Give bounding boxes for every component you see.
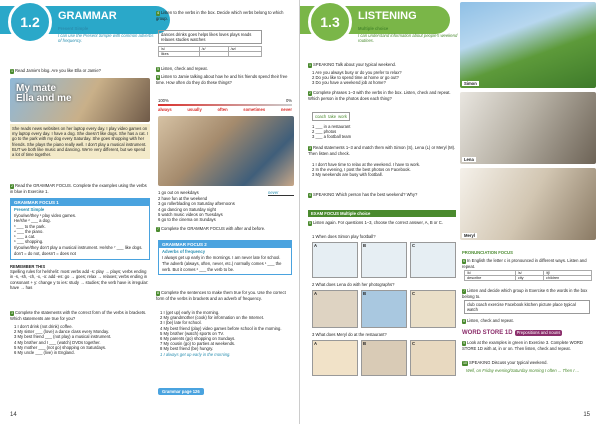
option-c-picture[interactable]: C	[410, 340, 456, 376]
lesson-badge: 1.3	[308, 0, 352, 44]
gf2-title: GRAMMAR FOCUS 2	[159, 241, 291, 248]
meryl-photo	[460, 168, 596, 240]
q1-options	[312, 242, 456, 278]
exercise-2: 2 Complete phrases 1–3 with the verbs in the box. Listen, check and repeat. Which person in the photos does each thing?	[308, 90, 451, 102]
blog-text: She reads news websites on her laptop every day. I play video games on my laptop every day. I have a dog. She doesn't like dogs. She has a cat. I go to the park with my dog every Saturday. She goes shopping with her friends. She plays the piano really well. I don't play a musical instrument. BUT we both like music and dancing. We're very different, but we spend a lot of time together.	[10, 124, 150, 159]
simon-photo	[460, 2, 596, 88]
exercise-7: 7 Complete the GRAMMAR FOCUS with after and before.	[157, 226, 266, 231]
blog-title-2: Ella and me	[16, 93, 72, 104]
q2-options	[312, 290, 456, 328]
exercise-6: 6 In English the letter c is pronounced in different ways. Listen and repeat.	[462, 258, 587, 270]
ex1-item: 2 Do you like to spend time at home or go out?	[312, 75, 399, 81]
lesson-objective: I can understand information about people's weekend routines.	[358, 33, 458, 44]
gf1-title: GRAMMAR FOCUS 1	[11, 199, 149, 206]
pron-cell: children	[543, 276, 591, 281]
pron-cell: city	[515, 276, 543, 281]
gf1-row: ⁴ ___ the piano.	[14, 228, 44, 234]
pronunciation-table	[464, 270, 592, 281]
ex8-item: 4 My best friend (play) video games before school in the morning.	[160, 325, 282, 331]
ex1-item: 1 Are you always busy or do you prefer to relax?	[312, 70, 402, 75]
word-store-header	[462, 330, 596, 336]
ex8-item: 6 My parents (go) shopping on Sundays.	[160, 336, 236, 342]
exercise-8-items	[160, 310, 294, 357]
exercise-2: 2 Read the GRAMMAR FOCUS. Complete the examples using the verbs in blue in Exercise 1.	[10, 183, 147, 195]
exercise-4: 4 SPEAKING Which person has the best weekend? Why?	[309, 192, 418, 197]
pron-head: /s/	[515, 271, 543, 276]
ex7-word-box: club coach exercise Facebook kitchen picture place typical watch	[464, 300, 590, 314]
gf1-row: ⁵ ___ a cat.	[14, 234, 36, 240]
scale-end: 0%	[285, 98, 292, 103]
q3-options	[312, 340, 456, 376]
ex2-item: 3 ___ a football team	[312, 134, 352, 140]
page-number-left: 14	[10, 412, 17, 418]
verb-word: work	[338, 114, 347, 119]
gf1-subtitle: Present Simple	[14, 207, 45, 212]
gf1-row: ³ ___ to the park.	[14, 223, 46, 229]
exercise-8: 8 Complete the sentences to make them true for you. Use the correct form of the verbs in brackets and an adverb of frequency.	[156, 290, 286, 302]
ex3-item: 2 In the evening, I post the best photos on Facebook.	[312, 167, 411, 173]
lena-photo	[460, 92, 596, 164]
verb-box: dances drinks goes helps likes loves plays reads relaxes studies watches	[158, 30, 262, 44]
page-number-right: 15	[583, 412, 590, 418]
photo-label-lena: Lena	[464, 156, 474, 162]
exercise-7: 7 Listen and decide which group in Exercise 6 the words in the box belong to.	[462, 288, 588, 300]
ex3-item: 1 I don't drink (not drink) coffee.	[14, 324, 73, 329]
verb-word: coach	[315, 114, 327, 119]
option-b-picture[interactable]: B	[361, 340, 407, 376]
gf2-text-1: I always get up early in the mornings. I am never late for school.	[162, 255, 281, 261]
ex6-item: 2 have fun at the weekend	[158, 196, 208, 202]
exercise-1: 1 SPEAKING Talk about your typical weekend.	[309, 62, 397, 67]
lesson-subtitle: Multiple choice	[358, 26, 389, 31]
question-2: 2 What does Lena do with her photographs?	[312, 282, 395, 287]
ex6-item: 6 go to the cinema on Sundays	[158, 217, 216, 223]
option-a-picture[interactable]: A	[312, 340, 358, 376]
ex6-item: 5 watch music videos on Tuesdays	[158, 211, 223, 217]
pron-cell: describe	[465, 276, 516, 281]
ex2-item: 2 ___ photos	[312, 129, 337, 135]
ex1-item: 3 Do you have a weekend job at home?	[312, 80, 386, 86]
option-a-picture[interactable]: A	[312, 290, 358, 328]
freq-word: always	[158, 107, 172, 113]
exercise-2-items	[312, 124, 456, 140]
exercise-5: 5 Listen, check and repeat.	[157, 66, 208, 71]
blog-title-1: My mate	[16, 83, 57, 94]
freq-word: never	[280, 107, 292, 113]
right-page	[300, 0, 600, 424]
option-c-picture[interactable]: C	[410, 290, 456, 328]
exercise-1-items	[312, 70, 456, 86]
exercise-3-items	[14, 324, 150, 355]
ex2-item: 1 ___ in a restaurant	[312, 124, 351, 129]
exercise-4: 4 Listen to the verbs in the box. Decide which verbs belong to which group.	[156, 10, 284, 22]
exercise-3-items	[312, 162, 456, 178]
option-a-picture[interactable]: A	[312, 242, 358, 278]
ex3-item: 1 I don't have time to relax at the weekend. I have to work.	[312, 162, 421, 167]
phon-head: /s/	[159, 47, 200, 52]
ex8-item: 1 I (get up) early in the morning.	[160, 310, 220, 315]
gf1-row: ⁶ ___ shopping.	[14, 239, 44, 245]
pron-head: /tʃ/	[543, 271, 591, 276]
exercise-3: 3 Read statements 1–3 and match them with Simon (S), Lena (L) or Meryl (M). Then listen and check.	[308, 145, 456, 157]
ex3-item: 5 My mother ___ (not go) shopping on Saturdays.	[14, 344, 107, 350]
ex6-item: 1 go out on weekdays	[158, 190, 199, 195]
remember-title: REMEMBER THIS	[10, 264, 46, 269]
option-c-picture[interactable]: C	[410, 242, 456, 278]
photo-label-simon: Simon	[464, 80, 477, 86]
ex3-item: 3 My best friend ___ (not play) a musical instrument.	[14, 334, 112, 340]
freq-word: usually	[187, 107, 202, 113]
exercise-8: 8 Listen, check and repeat.	[463, 318, 514, 323]
word-store-title: WORD STORE 1D	[462, 330, 513, 336]
phon-head: /z/	[199, 47, 228, 52]
exercise-9: 9 Look at the examples in green in Exercise 3. Complete WORD STORE 1D with at, in or on. Then listen, check and repeat.	[462, 340, 583, 352]
scale-start: 100%	[158, 98, 169, 103]
pron-head: /k/	[465, 271, 516, 276]
lesson-badge: 1.2	[8, 0, 52, 44]
lesson-title: LISTENING	[358, 10, 417, 22]
freq-word: often	[217, 107, 228, 113]
ex10-example: Well, on Friday evening/Saturday morning I often ... Then I ...	[466, 368, 580, 373]
photo-label-meryl: Meryl	[464, 232, 475, 238]
blog-photo	[10, 78, 150, 122]
exercise-6-items	[158, 190, 294, 222]
gf2-subtitle: Adverbs of frequency	[162, 249, 206, 254]
lesson-objective: I can use the Present Simple with common adverbs of frequency.	[58, 33, 154, 44]
remember-box	[10, 264, 150, 290]
ex3-item: 4 My brother and I ___ (watch) DVDs together.	[14, 339, 101, 345]
question-3: 3 What does Meryl do at the restaurant?	[312, 332, 387, 337]
ex8-example: 1 I always get up early in the morning.	[160, 351, 231, 357]
verb-box	[312, 112, 350, 121]
word-store-tag: Prepositions and nouns	[516, 330, 561, 336]
phon-cell: likes	[159, 52, 200, 57]
gf1-row: I/you/we/they ¹ play video games.	[14, 213, 77, 219]
exercise-6: 6 Listen to Jamie talking about how he and his friends spend their free time. How often do they do these things?	[156, 74, 288, 86]
lesson-title: GRAMMAR	[58, 10, 117, 22]
gf1-short-forms: don't = do not, doesn't = does not	[14, 250, 76, 256]
friends-photo	[158, 116, 294, 186]
grammar-focus-1	[10, 198, 150, 260]
ex8-item: 8 My best friend (be) hungry.	[160, 346, 214, 352]
ex3-item: 2 My sister ___ (love) a dance class every Monday.	[14, 329, 110, 335]
gf1-negative: I/you/we/they don't play a musical instrument. He/she ⁷ ___ like dogs.	[14, 245, 143, 251]
gf2-text-2: The adverb (always, often, never, etc.) normally comes ¹ ___ the verb. But it comes ² ___ the verb to be.	[162, 261, 282, 272]
ex8-item: 2 My grandmother (cook) for information on the Internet.	[160, 315, 265, 321]
exercise-5: 5 Listen again. For questions 1–3, choose the correct answer, A, B or C.	[309, 220, 443, 225]
pronunciation-title: PRONUNCIATION FOCUS	[462, 250, 513, 255]
ex6-item: 3 go rollerblading on Saturday afternoons	[158, 201, 235, 207]
ex3-item: 6 My uncle ___ (live) in England.	[14, 350, 75, 356]
lesson-subtitle: Present Simple	[58, 26, 89, 31]
exercise-1: 1 Read Jamie's blog. Are you like Ella or Jamie?	[11, 68, 101, 73]
frequency-scale	[158, 98, 292, 112]
option-b-picture[interactable]: B	[361, 290, 407, 328]
exam-focus-banner: EXAM FOCUS Multiple choice	[308, 210, 456, 217]
ex6-item: 4 go dancing on Saturday night	[158, 206, 216, 212]
ex8-item: 7 My cousin (go) to parties at weekends.	[160, 341, 236, 347]
grammar-page-link[interactable]: Grammar page 126	[158, 388, 204, 395]
ex3-item: 3 My weekends are busy with football.	[312, 172, 383, 178]
ex8-item: 3 I (be) late for school.	[160, 320, 202, 326]
question-1: 1 When does Simon play football?	[312, 234, 376, 239]
phon-head: /ɪz/	[228, 47, 261, 52]
freq-word: sometimes	[243, 107, 266, 113]
verb-word: take	[328, 114, 337, 119]
option-b-picture[interactable]: B	[361, 242, 407, 278]
ex6-answer: never	[268, 190, 294, 196]
exercise-3: 3 Complete the statements with the correct form of the verbs in brackets. Which statements are true for you?	[10, 310, 147, 322]
phonetic-table	[158, 46, 262, 57]
grammar-focus-2	[158, 240, 292, 275]
exercise-10: 10 SPEAKING Discuss your typical weekend.	[463, 360, 548, 365]
gf1-row: He/she ² ___ a dog.	[14, 218, 51, 224]
remember-text: Spelling rules for he/she/it: most verbs add -s: play → plays; verbs ending in -s, -sh, -ch, -x, -o: add -es: go → goes; relax → relaxes; verbs ending in consonant + y: change y to ies: study → studies; the verb have is irregular: have → has	[10, 269, 149, 290]
ex8-item: 5 My brother (watch) sports on TV.	[160, 330, 225, 336]
